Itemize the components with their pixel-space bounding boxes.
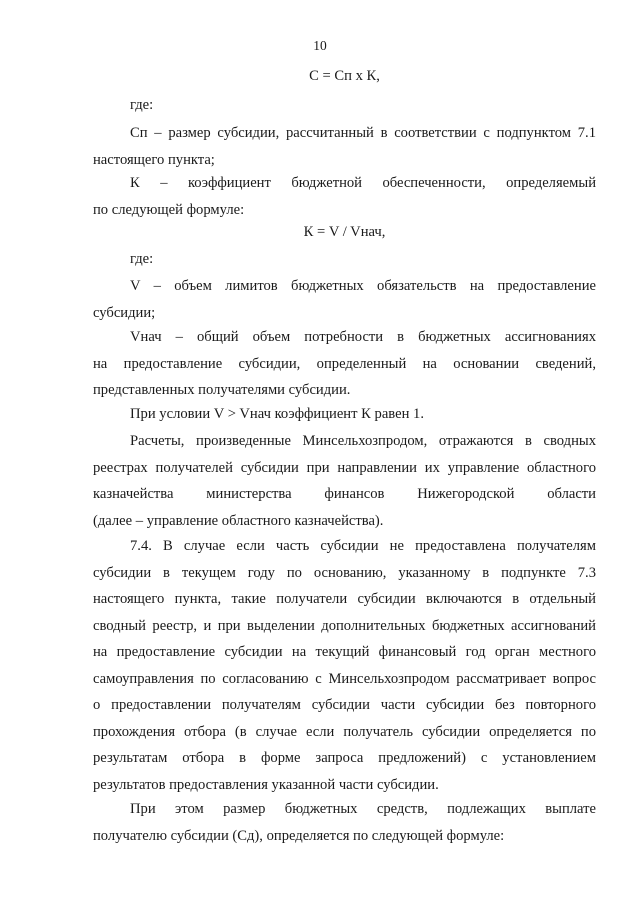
formula-c: С = Сп x К, xyxy=(309,68,380,84)
final-paragraph xyxy=(93,796,596,849)
text-line: субсидии; xyxy=(93,304,156,321)
text-line: 7.4. В случае если часть субсидии не предоставлена получателям xyxy=(130,538,596,554)
v-definition xyxy=(93,273,596,326)
text-line: настоящего пункта; xyxy=(93,151,215,168)
text-line: результатам отбора в форме запроса предложений) с установлением xyxy=(93,750,596,766)
text-line: казначейства министерства финансов Нижегородской области xyxy=(93,486,596,502)
page-number: 10 xyxy=(313,38,327,53)
text-line: сводный реестр, и при выделении дополнительных бюджетных ассигнований xyxy=(93,617,596,634)
text-line: субсидии в текущем году по основанию, указанному в подпункте 7.3 xyxy=(93,564,596,581)
text-line: V – объем лимитов бюджетных обязательств на предоставление xyxy=(130,278,596,294)
text-line: настоящего пункта, такие получатели субсидии включаются в отдельный xyxy=(93,591,596,607)
text-line: на предоставление субсидии на текущий финансовый год орган местного xyxy=(93,644,596,660)
text-line: самоуправления по согласованию с Минсельхозпродом рассматривает вопрос xyxy=(93,670,596,687)
text-line: Расчеты, произведенные Минсельхозпродом, отражаются в сводных xyxy=(130,433,596,449)
text-line: (далее – управление областного казначейства). xyxy=(93,512,384,529)
where-label: где: xyxy=(130,97,154,113)
text-line: При этом размер бюджетных средств, подлежащих выплате xyxy=(130,801,596,817)
where-label: где: xyxy=(130,251,154,267)
condition-line: При условии V > Vнач коэффициент К равен 1. xyxy=(130,406,424,422)
text-line: результатов предоставления указанной части субсидии. xyxy=(93,776,439,793)
k-definition xyxy=(93,170,596,223)
text-line: К – коэффициент бюджетной обеспеченности, определяемый xyxy=(130,175,596,191)
text-line: Сп – размер субсидии, рассчитанный в соответствии с подпунктом 7.1 xyxy=(130,125,596,141)
paragraph-7-4 xyxy=(93,533,596,798)
text-line: получателю субсидии (Сд), определяется по следующей формуле: xyxy=(93,827,505,844)
text-line: прохождения отбора (в случае если получатель субсидии определяется по xyxy=(93,723,596,740)
cp-definition xyxy=(93,120,596,173)
formula-k: К = V / Vнач, xyxy=(303,224,386,240)
text-line: о предоставлении получателям субсидии части субсидии без повторного xyxy=(93,697,596,713)
text-line: Vнач – общий объем потребности в бюджетных ассигнованиях xyxy=(130,329,596,345)
text-line: реестрах получателей субсидии при направлении их управление областного xyxy=(93,459,596,476)
text-line: представленных получателями субсидии. xyxy=(93,382,351,398)
text-line: на предоставление субсидии, определенный на основании сведений, xyxy=(93,355,596,372)
vnach-definition xyxy=(93,324,596,404)
calculations-paragraph xyxy=(93,428,596,534)
text-line: по следующей формуле: xyxy=(93,201,245,218)
